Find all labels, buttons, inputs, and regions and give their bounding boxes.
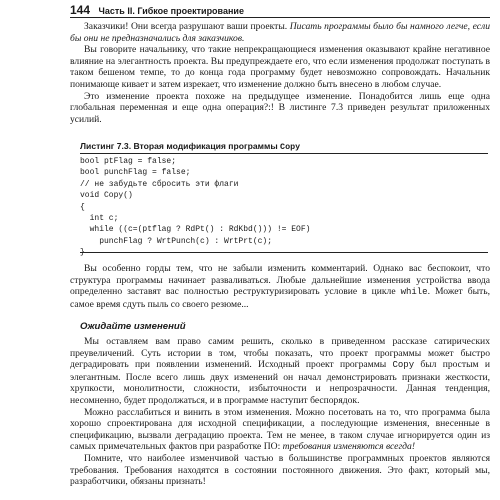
code-line: punchFlag ? WrtPunch(c) : WrtPrt(c); xyxy=(80,236,273,246)
italic-requirements: требования изменяются всегда! xyxy=(282,441,416,453)
code-line: bool ptFlag = false; xyxy=(80,157,177,166)
text-block-after-listing xyxy=(70,263,490,310)
inline-code-copy: Copy xyxy=(392,360,415,371)
paragraph-boss: Вы говорите начальнику, что такие непрекращающиеся изменения оказывают крайне негативное влияние на элегантность проекта. Вы предупреждаете его, что если изменения продолжат поступать в таком бешеном темпе, то до конца года программу будет невозможно сопровождать. Начальник понимающе кивает и затем изрекает, что изменение должно быть внесено в любом случае. xyxy=(70,44,490,90)
paragraph-change: Это изменение проекта похоже на предыдущее изменение. Понадобится лишь еще одна глобальная переменная и еще одна операция?:! В листинге 7.3 приведен результат приложенных усилий. xyxy=(70,90,490,125)
code-line: { xyxy=(80,202,85,212)
code-listing xyxy=(80,156,488,259)
part-title: Часть II. Гибкое проектирование xyxy=(98,6,244,16)
paragraph-proud: Вы особенно горды тем, что не забыли изменить комментарий. Однако вас беспокоит, что структура программы начинает разваливаться. Любые дальнейшие изменения устройства ввода определенно заставят вас полностью реструктуризировать условие в цикле while. Может быть, самое время сдуть пыль со своего резюме... xyxy=(70,263,491,310)
header-divider xyxy=(70,17,490,18)
listing-bottom-divider xyxy=(80,252,488,253)
paragraph-customers: Заказчики! Они всегда разрушают ваши проекты. Писать программы было бы намного легче, если бы они не предназначались для заказчиков. xyxy=(70,21,490,44)
paragraph-satire: Мы оставляем вам право самим решить, сколько в приведенном рассказе сатирических преувеличений. Суть истории в том, чтобы показать, что проект программы может быстро деградировать при появлении изменений. Исходный проект программы Copy был простым и элегантным. После всего лишь двух изменений он начал демонстрировать признаки жесткости, хрупкости, монолитности, сложности, избыточности и непрозрачности. Данная тенденция, несомненно, будет продолжаться, и в программе наступит беспорядок. xyxy=(70,336,490,406)
inline-code-while: while xyxy=(400,287,428,298)
text-block-intro xyxy=(70,21,490,125)
listing-caption: Листинг 7.3. Вторая модификация программы Copy xyxy=(80,141,301,152)
code-line: bool punchFlag = false; xyxy=(80,168,191,178)
text-block-expect-changes xyxy=(70,336,490,488)
paragraph-blame: Можно расслабиться и винить в этом изменения. Можно посетовать на то, что программа была хорошо спроектирована для исходной спецификации, а последующие изменения, внесенные в спецификацию, вызвали деградацию проекта. Тем не менее, в таком случае игнорируется один из самых примечательных фактов при разработке ПО: требования изменяются всегда! xyxy=(70,406,490,453)
running-header xyxy=(70,3,488,17)
code-line: } xyxy=(80,248,85,258)
page-number: 144 xyxy=(70,3,91,17)
listing-top-divider xyxy=(80,153,488,154)
paragraph-remember: Помните, что наиболее изменчивой частью в большинстве программных проектов являются требования. Требования находятся в состоянии постоянного движения. Это факт, который мы, разработчики, обязаны признать! xyxy=(70,452,490,488)
code-line: void Copy() xyxy=(80,191,133,201)
section-heading: Ожидайте изменений xyxy=(80,321,186,332)
code-line: while ((c=(ptflag ? RdPt() : RdKbd())) != EOF) xyxy=(80,225,311,235)
italic-quote: Писать программы было бы намного легче, если бы они не предназначались для заказчиков. xyxy=(70,21,490,44)
listing-caption-code: Copy xyxy=(280,142,301,152)
code-line: // не забудьте сбросить эти флаги xyxy=(80,179,239,189)
code-line: int c; xyxy=(80,214,119,224)
